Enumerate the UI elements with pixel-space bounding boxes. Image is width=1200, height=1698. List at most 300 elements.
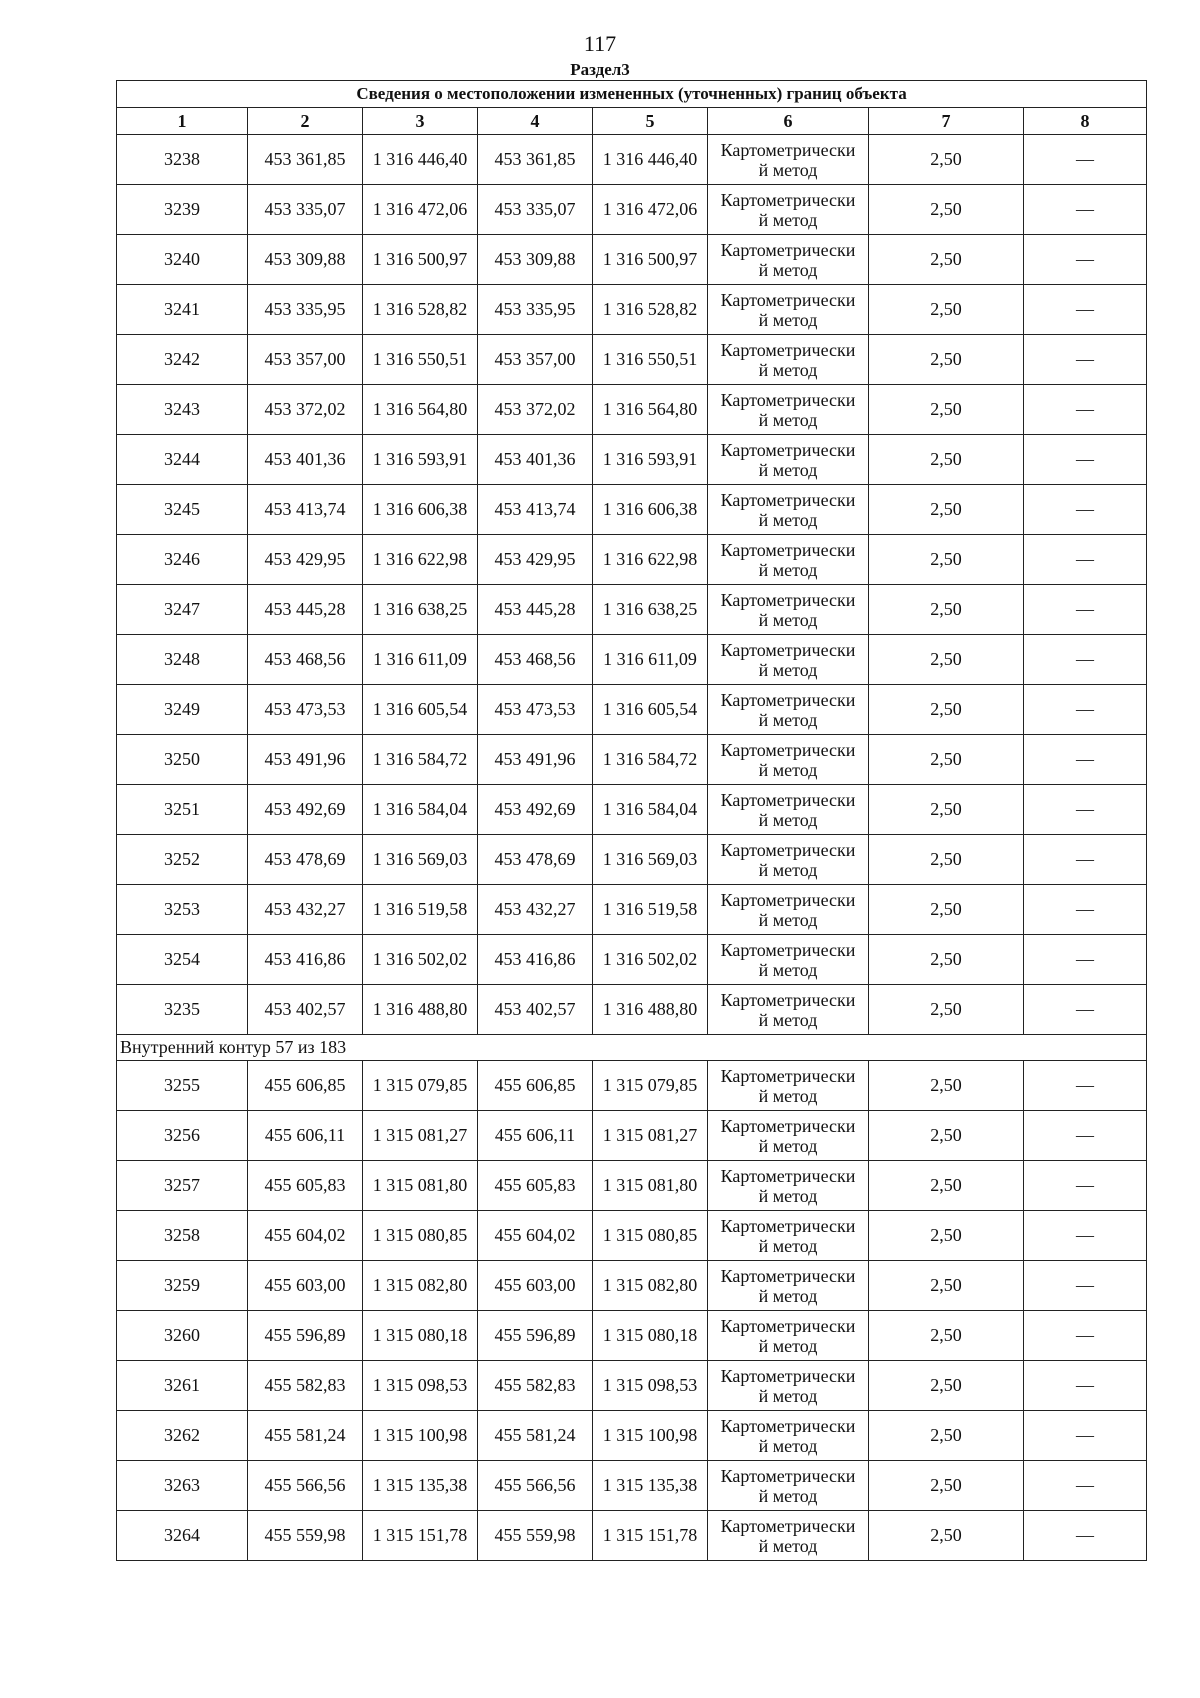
- column-header: 1: [117, 108, 248, 135]
- y-old-cell: 1 316 472,06: [363, 185, 478, 235]
- table-title-row: [117, 81, 1147, 108]
- y-old-cell: 1 316 502,02: [363, 935, 478, 985]
- x-new-cell: 453 335,07: [478, 185, 593, 235]
- x-old-cell: 453 478,69: [248, 835, 363, 885]
- y-new-cell: 1 316 488,80: [593, 985, 708, 1035]
- precision-cell: 2,50: [869, 935, 1024, 985]
- description-cell: —: [1024, 735, 1147, 785]
- y-old-cell: 1 316 528,82: [363, 285, 478, 335]
- x-new-cell: 455 582,83: [478, 1361, 593, 1411]
- method-cell: [708, 1061, 869, 1111]
- precision-cell: 2,50: [869, 1511, 1024, 1561]
- table-body: [117, 135, 1147, 1561]
- method-line: Картометрически: [720, 1215, 856, 1236]
- y-old-cell: 1 316 593,91: [363, 435, 478, 485]
- method-cell: [708, 835, 869, 885]
- x-old-cell: 453 372,02: [248, 385, 363, 435]
- precision-cell: 2,50: [869, 1211, 1024, 1261]
- x-new-cell: 453 401,36: [478, 435, 593, 485]
- description-cell: —: [1024, 985, 1147, 1035]
- x-new-cell: 455 581,24: [478, 1411, 593, 1461]
- y-new-cell: 1 315 098,53: [593, 1361, 708, 1411]
- method-cell: [708, 585, 869, 635]
- y-old-cell: 1 316 519,58: [363, 885, 478, 935]
- precision-cell: 2,50: [869, 1411, 1024, 1461]
- point-number-cell: 3264: [117, 1511, 248, 1561]
- method-cell: [708, 485, 869, 535]
- y-old-cell: 1 315 151,78: [363, 1511, 478, 1561]
- y-new-cell: 1 316 605,54: [593, 685, 708, 735]
- table-row: [117, 435, 1147, 485]
- method-line: Картометрически: [720, 1315, 856, 1336]
- column-header: 6: [708, 108, 869, 135]
- x-new-cell: 453 478,69: [478, 835, 593, 885]
- point-number-cell: 3261: [117, 1361, 248, 1411]
- method-line: й метод: [758, 859, 818, 880]
- x-new-cell: 453 491,96: [478, 735, 593, 785]
- table-row: [117, 1211, 1147, 1261]
- x-old-cell: 453 491,96: [248, 735, 363, 785]
- method-line: Картометрически: [720, 289, 856, 310]
- column-header: 4: [478, 108, 593, 135]
- description-cell: —: [1024, 1061, 1147, 1111]
- method-line: Картометрически: [720, 439, 856, 460]
- method-line: Картометрически: [720, 1365, 856, 1386]
- y-old-cell: 1 316 569,03: [363, 835, 478, 885]
- x-old-cell: 453 361,85: [248, 135, 363, 185]
- y-new-cell: 1 315 135,38: [593, 1461, 708, 1511]
- x-new-cell: 455 605,83: [478, 1161, 593, 1211]
- method-line: Картометрически: [720, 1165, 856, 1186]
- method-cell: [708, 285, 869, 335]
- method-line: Картометрически: [720, 1115, 856, 1136]
- method-cell: [708, 1111, 869, 1161]
- x-new-cell: 453 429,95: [478, 535, 593, 585]
- y-new-cell: 1 316 550,51: [593, 335, 708, 385]
- precision-cell: 2,50: [869, 185, 1024, 235]
- x-old-cell: 455 559,98: [248, 1511, 363, 1561]
- y-new-cell: 1 316 611,09: [593, 635, 708, 685]
- precision-cell: 2,50: [869, 285, 1024, 335]
- y-new-cell: 1 316 519,58: [593, 885, 708, 935]
- y-new-cell: 1 316 446,40: [593, 135, 708, 185]
- x-new-cell: 453 413,74: [478, 485, 593, 535]
- y-old-cell: 1 316 500,97: [363, 235, 478, 285]
- method-cell: [708, 435, 869, 485]
- y-new-cell: 1 316 528,82: [593, 285, 708, 335]
- y-new-cell: 1 316 584,72: [593, 735, 708, 785]
- x-new-cell: 453 492,69: [478, 785, 593, 835]
- precision-cell: 2,50: [869, 1061, 1024, 1111]
- precision-cell: 2,50: [869, 635, 1024, 685]
- table-row: [117, 1511, 1147, 1561]
- y-new-cell: 1 315 079,85: [593, 1061, 708, 1111]
- method-line: й метод: [758, 409, 818, 430]
- x-new-cell: 455 603,00: [478, 1261, 593, 1311]
- x-new-cell: 455 566,56: [478, 1461, 593, 1511]
- precision-cell: 2,50: [869, 435, 1024, 485]
- method-line: Картометрически: [720, 839, 856, 860]
- description-cell: —: [1024, 385, 1147, 435]
- y-new-cell: 1 316 584,04: [593, 785, 708, 835]
- method-line: й метод: [758, 759, 818, 780]
- x-new-cell: 453 468,56: [478, 635, 593, 685]
- description-cell: —: [1024, 485, 1147, 535]
- y-new-cell: 1 316 502,02: [593, 935, 708, 985]
- method-line: Картометрически: [720, 939, 856, 960]
- method-line: й метод: [758, 1485, 818, 1506]
- y-new-cell: 1 315 100,98: [593, 1411, 708, 1461]
- x-old-cell: 453 492,69: [248, 785, 363, 835]
- description-cell: —: [1024, 685, 1147, 735]
- precision-cell: 2,50: [869, 1161, 1024, 1211]
- y-old-cell: 1 316 611,09: [363, 635, 478, 685]
- table-row: [117, 585, 1147, 635]
- x-new-cell: 453 416,86: [478, 935, 593, 985]
- precision-cell: 2,50: [869, 535, 1024, 585]
- y-old-cell: 1 316 638,25: [363, 585, 478, 635]
- method-line: й метод: [758, 1385, 818, 1406]
- x-old-cell: 455 606,11: [248, 1111, 363, 1161]
- method-cell: [708, 735, 869, 785]
- method-line: Картометрически: [720, 739, 856, 760]
- table-row: [117, 1261, 1147, 1311]
- precision-cell: 2,50: [869, 1361, 1024, 1411]
- x-old-cell: 455 582,83: [248, 1361, 363, 1411]
- y-new-cell: 1 316 638,25: [593, 585, 708, 635]
- x-old-cell: 455 605,83: [248, 1161, 363, 1211]
- description-cell: —: [1024, 535, 1147, 585]
- x-new-cell: 455 606,85: [478, 1061, 593, 1111]
- table-row: [117, 685, 1147, 735]
- description-cell: —: [1024, 1311, 1147, 1361]
- column-header: 2: [248, 108, 363, 135]
- table-row: [117, 1461, 1147, 1511]
- y-old-cell: 1 316 446,40: [363, 135, 478, 185]
- method-cell: [708, 935, 869, 985]
- method-line: й метод: [758, 809, 818, 830]
- method-cell: [708, 635, 869, 685]
- method-line: й метод: [758, 1285, 818, 1306]
- column-header: 8: [1024, 108, 1147, 135]
- y-new-cell: 1 316 622,98: [593, 535, 708, 585]
- method-line: й метод: [758, 1435, 818, 1456]
- precision-cell: 2,50: [869, 1311, 1024, 1361]
- table-row: [117, 1061, 1147, 1111]
- description-cell: —: [1024, 1111, 1147, 1161]
- method-line: Картометрически: [720, 589, 856, 610]
- description-cell: —: [1024, 1361, 1147, 1411]
- method-line: й метод: [758, 1535, 818, 1556]
- precision-cell: 2,50: [869, 685, 1024, 735]
- method-line: Картометрически: [720, 139, 856, 160]
- precision-cell: 2,50: [869, 485, 1024, 535]
- description-cell: —: [1024, 1511, 1147, 1561]
- point-number-cell: 3258: [117, 1211, 248, 1261]
- point-number-cell: 3244: [117, 435, 248, 485]
- point-number-cell: 3256: [117, 1111, 248, 1161]
- method-line: й метод: [758, 709, 818, 730]
- y-new-cell: 1 315 080,18: [593, 1311, 708, 1361]
- precision-cell: 2,50: [869, 1111, 1024, 1161]
- y-old-cell: 1 315 100,98: [363, 1411, 478, 1461]
- y-old-cell: 1 316 584,72: [363, 735, 478, 785]
- precision-cell: 2,50: [869, 335, 1024, 385]
- contour-row: [117, 1035, 1147, 1061]
- x-new-cell: 455 559,98: [478, 1511, 593, 1561]
- table-row: [117, 135, 1147, 185]
- point-number-cell: 3260: [117, 1311, 248, 1361]
- y-new-cell: 1 315 081,27: [593, 1111, 708, 1161]
- point-number-cell: 3242: [117, 335, 248, 385]
- method-cell: [708, 685, 869, 735]
- table-row: [117, 1111, 1147, 1161]
- x-old-cell: 455 566,56: [248, 1461, 363, 1511]
- y-new-cell: 1 316 593,91: [593, 435, 708, 485]
- y-new-cell: 1 315 082,80: [593, 1261, 708, 1311]
- point-number-cell: 3255: [117, 1061, 248, 1111]
- description-cell: —: [1024, 935, 1147, 985]
- point-number-cell: 3251: [117, 785, 248, 835]
- method-line: Картометрически: [720, 239, 856, 260]
- y-new-cell: 1 315 080,85: [593, 1211, 708, 1261]
- x-old-cell: 453 445,28: [248, 585, 363, 635]
- method-cell: [708, 1211, 869, 1261]
- x-old-cell: 453 335,07: [248, 185, 363, 235]
- method-cell: [708, 1461, 869, 1511]
- method-line: Картометрически: [720, 789, 856, 810]
- table-row: [117, 1311, 1147, 1361]
- precision-cell: 2,50: [869, 135, 1024, 185]
- method-line: Картометрически: [720, 639, 856, 660]
- description-cell: —: [1024, 235, 1147, 285]
- method-line: Картометрически: [720, 539, 856, 560]
- method-cell: [708, 1261, 869, 1311]
- method-line: й метод: [758, 1335, 818, 1356]
- y-new-cell: 1 316 569,03: [593, 835, 708, 885]
- description-cell: —: [1024, 1211, 1147, 1261]
- y-old-cell: 1 315 098,53: [363, 1361, 478, 1411]
- x-old-cell: 455 606,85: [248, 1061, 363, 1111]
- method-line: Картометрически: [720, 1515, 856, 1536]
- precision-cell: 2,50: [869, 985, 1024, 1035]
- method-cell: [708, 1511, 869, 1561]
- method-line: Картометрически: [720, 1265, 856, 1286]
- method-line: й метод: [758, 209, 818, 230]
- y-new-cell: 1 315 151,78: [593, 1511, 708, 1561]
- x-old-cell: 453 309,88: [248, 235, 363, 285]
- method-line: й метод: [758, 1235, 818, 1256]
- method-line: й метод: [758, 909, 818, 930]
- table-row: [117, 235, 1147, 285]
- x-new-cell: 453 309,88: [478, 235, 593, 285]
- method-line: й метод: [758, 659, 818, 680]
- table-row: [117, 535, 1147, 585]
- point-number-cell: 3262: [117, 1411, 248, 1461]
- x-old-cell: 453 432,27: [248, 885, 363, 935]
- table-title: Сведения о местоположении измененных (уточненных) границ объекта: [117, 81, 1147, 108]
- description-cell: —: [1024, 1261, 1147, 1311]
- x-old-cell: 453 402,57: [248, 985, 363, 1035]
- y-old-cell: 1 316 605,54: [363, 685, 478, 735]
- precision-cell: 2,50: [869, 785, 1024, 835]
- method-line: Картометрически: [720, 189, 856, 210]
- method-line: Картометрически: [720, 689, 856, 710]
- table-row: [117, 185, 1147, 235]
- x-new-cell: 453 372,02: [478, 385, 593, 435]
- point-number-cell: 3246: [117, 535, 248, 585]
- method-line: Картометрически: [720, 989, 856, 1010]
- y-old-cell: 1 315 079,85: [363, 1061, 478, 1111]
- precision-cell: 2,50: [869, 885, 1024, 935]
- section-title: Раздел3: [570, 60, 630, 79]
- precision-cell: 2,50: [869, 585, 1024, 635]
- method-cell: [708, 785, 869, 835]
- y-old-cell: 1 315 081,80: [363, 1161, 478, 1211]
- table-row: [117, 335, 1147, 385]
- point-number-cell: 3259: [117, 1261, 248, 1311]
- contour-label: Внутренний контур 57 из 183: [117, 1035, 1147, 1061]
- precision-cell: 2,50: [869, 835, 1024, 885]
- method-line: Картометрически: [720, 1415, 856, 1436]
- y-old-cell: 1 316 584,04: [363, 785, 478, 835]
- method-line: Картометрически: [720, 489, 856, 510]
- table-row: [117, 1161, 1147, 1211]
- y-old-cell: 1 316 606,38: [363, 485, 478, 535]
- method-line: Картометрически: [720, 389, 856, 410]
- description-cell: —: [1024, 585, 1147, 635]
- column-header: 5: [593, 108, 708, 135]
- method-line: й метод: [758, 359, 818, 380]
- point-number-cell: 3247: [117, 585, 248, 635]
- table-row: [117, 835, 1147, 885]
- y-old-cell: 1 315 080,85: [363, 1211, 478, 1261]
- method-line: Картометрически: [720, 889, 856, 910]
- method-cell: [708, 1361, 869, 1411]
- point-number-cell: 3239: [117, 185, 248, 235]
- point-number-cell: 3249: [117, 685, 248, 735]
- x-new-cell: 455 596,89: [478, 1311, 593, 1361]
- table-row: [117, 785, 1147, 835]
- y-old-cell: 1 316 622,98: [363, 535, 478, 585]
- point-number-cell: 3248: [117, 635, 248, 685]
- y-old-cell: 1 316 550,51: [363, 335, 478, 385]
- x-old-cell: 455 603,00: [248, 1261, 363, 1311]
- method-line: й метод: [758, 959, 818, 980]
- method-line: й метод: [758, 509, 818, 530]
- x-new-cell: 453 402,57: [478, 985, 593, 1035]
- y-new-cell: 1 316 564,80: [593, 385, 708, 435]
- point-number-cell: 3253: [117, 885, 248, 935]
- precision-cell: 2,50: [869, 235, 1024, 285]
- method-line: й метод: [758, 609, 818, 630]
- y-new-cell: 1 315 081,80: [593, 1161, 708, 1211]
- column-header: 7: [869, 108, 1024, 135]
- x-new-cell: 453 335,95: [478, 285, 593, 335]
- table-row: [117, 885, 1147, 935]
- method-line: й метод: [758, 1009, 818, 1030]
- description-cell: —: [1024, 635, 1147, 685]
- x-new-cell: 453 432,27: [478, 885, 593, 935]
- precision-cell: 2,50: [869, 735, 1024, 785]
- point-number-cell: 3254: [117, 935, 248, 985]
- point-number-cell: 3252: [117, 835, 248, 885]
- point-number-cell: 3263: [117, 1461, 248, 1511]
- y-new-cell: 1 316 472,06: [593, 185, 708, 235]
- method-cell: [708, 335, 869, 385]
- method-line: й метод: [758, 159, 818, 180]
- method-cell: [708, 235, 869, 285]
- y-new-cell: 1 316 500,97: [593, 235, 708, 285]
- column-header-row: [117, 108, 1147, 135]
- description-cell: —: [1024, 1411, 1147, 1461]
- y-old-cell: 1 315 135,38: [363, 1461, 478, 1511]
- description-cell: —: [1024, 1161, 1147, 1211]
- coordinates-table: [116, 80, 1147, 1561]
- description-cell: —: [1024, 285, 1147, 335]
- description-cell: —: [1024, 785, 1147, 835]
- table-row: [117, 285, 1147, 335]
- table-row: [117, 385, 1147, 435]
- x-old-cell: 453 401,36: [248, 435, 363, 485]
- y-old-cell: 1 315 082,80: [363, 1261, 478, 1311]
- method-cell: [708, 185, 869, 235]
- x-old-cell: 453 429,95: [248, 535, 363, 585]
- y-old-cell: 1 316 564,80: [363, 385, 478, 435]
- table-row: [117, 985, 1147, 1035]
- table-row: [117, 635, 1147, 685]
- method-line: й метод: [758, 1185, 818, 1206]
- method-line: Картометрически: [720, 1465, 856, 1486]
- method-cell: [708, 1161, 869, 1211]
- page-number: 117: [583, 31, 617, 56]
- method-cell: [708, 985, 869, 1035]
- precision-cell: 2,50: [869, 385, 1024, 435]
- description-cell: —: [1024, 335, 1147, 385]
- point-number-cell: 3240: [117, 235, 248, 285]
- x-old-cell: 453 413,74: [248, 485, 363, 535]
- precision-cell: 2,50: [869, 1261, 1024, 1311]
- description-cell: —: [1024, 835, 1147, 885]
- point-number-cell: 3238: [117, 135, 248, 185]
- table-row: [117, 735, 1147, 785]
- x-old-cell: 453 335,95: [248, 285, 363, 335]
- description-cell: —: [1024, 185, 1147, 235]
- x-new-cell: 453 473,53: [478, 685, 593, 735]
- method-cell: [708, 385, 869, 435]
- point-number-cell: 3243: [117, 385, 248, 435]
- description-cell: —: [1024, 885, 1147, 935]
- method-cell: [708, 1411, 869, 1461]
- x-old-cell: 455 604,02: [248, 1211, 363, 1261]
- method-line: й метод: [758, 1085, 818, 1106]
- x-new-cell: 453 445,28: [478, 585, 593, 635]
- method-cell: [708, 535, 869, 585]
- x-new-cell: 455 606,11: [478, 1111, 593, 1161]
- method-cell: [708, 135, 869, 185]
- description-cell: —: [1024, 435, 1147, 485]
- table-row: [117, 1361, 1147, 1411]
- x-new-cell: 455 604,02: [478, 1211, 593, 1261]
- method-line: й метод: [758, 459, 818, 480]
- method-cell: [708, 885, 869, 935]
- x-new-cell: 453 361,85: [478, 135, 593, 185]
- method-line: й метод: [758, 559, 818, 580]
- method-line: й метод: [758, 259, 818, 280]
- x-old-cell: 455 581,24: [248, 1411, 363, 1461]
- y-old-cell: 1 316 488,80: [363, 985, 478, 1035]
- x-old-cell: 453 416,86: [248, 935, 363, 985]
